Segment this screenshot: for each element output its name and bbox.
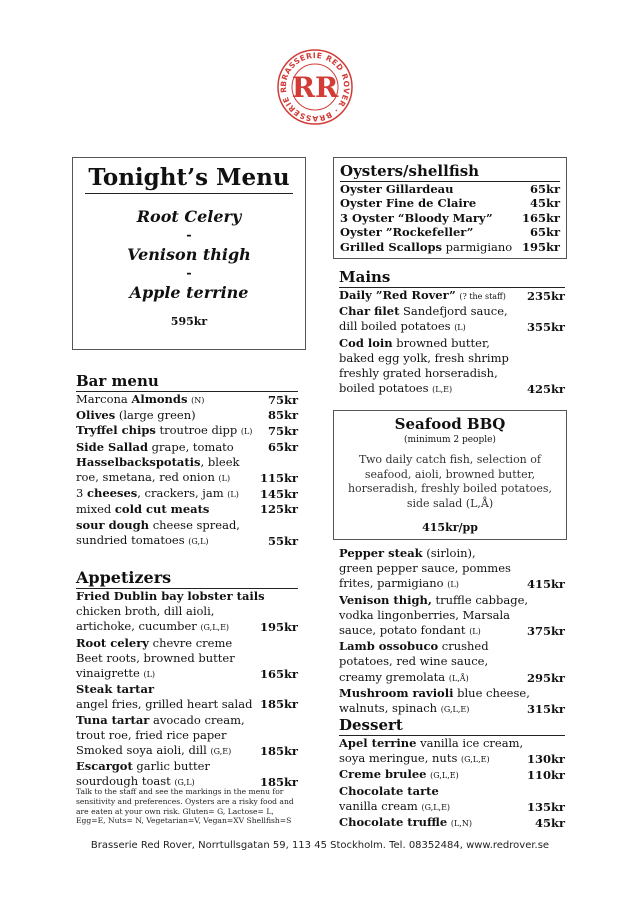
oysters-list <box>340 182 560 254</box>
menu-item-bold: Fried Dublin bay lobster tails <box>76 589 265 603</box>
menu-item-small: (L) <box>218 474 231 484</box>
menu-item-rest: truffle cabbage, <box>431 592 529 607</box>
menu-row <box>76 455 298 470</box>
menu-item-text <box>76 440 264 455</box>
menu-item-price: 75kr <box>267 424 298 439</box>
menu-item-text <box>339 381 523 397</box>
menu-row <box>76 728 298 743</box>
menu-item-bold: Tuna tartar <box>76 712 150 727</box>
menu-item-bold: Mushroom ravioli <box>339 685 454 700</box>
menu-item-bold: cold cut meats <box>114 502 210 517</box>
menu-item-text <box>76 713 298 728</box>
menu-item-bold: Oyster Gillardeau <box>340 182 454 196</box>
menu-item-text <box>76 636 298 651</box>
menu-item-small: (N) <box>191 396 205 405</box>
menu-row <box>340 196 560 210</box>
menu-row <box>339 351 565 366</box>
mains-section <box>339 268 565 397</box>
menu-row <box>339 654 565 669</box>
menu-item-text <box>76 518 298 533</box>
menu-item-bold: Tryffel chips <box>76 423 156 438</box>
menu-row <box>339 366 565 381</box>
menu-item-text <box>76 604 298 619</box>
menu-item-text <box>76 423 264 439</box>
bar-menu-title: Bar menu <box>76 372 298 392</box>
appetizers-section <box>76 569 298 791</box>
tonight-separator-2: - <box>186 266 192 281</box>
menu-item-text <box>76 589 298 604</box>
menu-item-rest: grape, tomato <box>148 439 234 454</box>
menu-item-text <box>339 351 565 366</box>
tonight-course-2: Venison thigh <box>127 245 251 264</box>
svg-text:RR: RR <box>291 71 339 104</box>
menu-item-price: 110kr <box>526 768 565 783</box>
menu-item-text <box>76 759 298 774</box>
menu-item-rest: (large green) <box>115 408 196 423</box>
menu-row <box>76 743 298 759</box>
menu-item-price: 145kr <box>259 487 298 502</box>
menu-item-text <box>339 608 565 623</box>
menu-item-rest: troutroe dipp <box>155 423 241 438</box>
seafood-bbq-price: 415kr/pp <box>422 521 478 534</box>
menu-row <box>339 623 565 639</box>
menu-row <box>339 593 565 608</box>
menu-row <box>76 713 298 728</box>
menu-item-small: (G,L) <box>174 778 195 788</box>
menu-item-bold: Almonds <box>131 392 188 406</box>
menu-item-price: 65kr <box>529 182 560 196</box>
menu-item-price: 185kr <box>259 744 298 759</box>
menu-item-bold: Side Sallad <box>76 439 149 454</box>
menu-item-pre: frites, parmigiano <box>339 576 448 591</box>
menu-item-text <box>76 697 256 712</box>
menu-item-pre: walnuts, spinach <box>339 701 441 716</box>
menu-item-rest: cheese spread, <box>149 517 240 532</box>
menu-item-price: 130kr <box>526 752 565 767</box>
menu-item-bold: Oyster Fine de Claire <box>340 196 477 211</box>
menu-item-price: 185kr <box>259 775 298 790</box>
menu-row <box>339 304 565 319</box>
menu-item-text <box>339 576 523 592</box>
menu-item-text <box>76 651 298 666</box>
menu-item-small: (L) <box>240 427 253 437</box>
menu-item-price: 65kr <box>267 439 298 454</box>
menu-item-small: (G,L,E) <box>430 771 459 781</box>
menu-item-price: 45kr <box>534 816 565 831</box>
menu-item-rest: , bleek <box>200 454 240 469</box>
menu-row <box>339 639 565 654</box>
more-mains-section <box>339 546 565 717</box>
menu-item-pre: creamy gremolata <box>339 669 449 684</box>
menu-item-bold: Pepper steak <box>339 546 423 560</box>
menu-item-pre: Beet roots, browned butter <box>76 650 235 665</box>
menu-item-text <box>339 815 531 831</box>
menu-item-text <box>76 728 298 743</box>
menu-item-price: 45kr <box>529 196 560 211</box>
menu-item-pre: baked egg yolk, fresh shrimp <box>339 350 509 365</box>
mains-list <box>339 288 565 397</box>
menu-item-small: (L,E) <box>432 385 453 395</box>
menu-row <box>339 736 565 751</box>
menu-item-small: (L) <box>143 670 156 680</box>
menu-item-rest: garlic butter <box>132 759 210 774</box>
menu-item-rest: avocado cream, <box>149 712 245 727</box>
menu-item-text <box>340 240 518 254</box>
menu-row <box>339 815 565 831</box>
tonight-course-3: Apple terrine <box>129 283 249 302</box>
menu-item-text <box>339 784 565 799</box>
menu-item-text <box>76 502 256 517</box>
menu-item-text <box>339 639 565 654</box>
menu-row <box>76 408 298 423</box>
menu-row <box>76 470 298 486</box>
mains-title: Mains <box>339 268 565 288</box>
menu-item-small: (L,Å) <box>448 673 469 683</box>
menu-item-pre: boiled potatoes <box>339 381 433 396</box>
menu-item-price: 315kr <box>526 702 565 717</box>
menu-item-pre: green pepper sauce, pommes <box>339 561 511 576</box>
menu-item-bold: Cod loin <box>339 335 393 350</box>
menu-item-text <box>339 336 565 351</box>
menu-item-pre: chicken broth, dill aioli, <box>76 604 215 619</box>
menu-item-price: 135kr <box>526 799 565 814</box>
menu-item-pre: trout roe, fried rice paper <box>76 727 227 742</box>
menu-item-text <box>339 561 565 576</box>
more-mains-list <box>339 546 565 717</box>
menu-item-bold: Grilled Scallops <box>340 239 443 254</box>
menu-item-text <box>76 486 256 502</box>
menu-item-text <box>339 304 565 319</box>
seafood-bbq-box <box>333 410 567 540</box>
menu-item-bold: Escargot <box>76 759 133 774</box>
menu-item-bold: Olives <box>76 408 116 423</box>
menu-item-pre: vanilla cream <box>339 798 422 813</box>
menu-item-text <box>76 408 264 423</box>
menu-item-small: (G,E) <box>210 747 232 757</box>
menu-item-bold: sour dough <box>76 517 150 532</box>
menu-item-rest: browned butter, <box>392 335 490 350</box>
menu-item-bold: 3 Oyster “Bloody Mary” <box>340 210 493 225</box>
tonight-price: 595kr <box>170 315 208 328</box>
menu-row <box>339 561 565 576</box>
menu-row <box>339 767 565 783</box>
menu-row <box>76 636 298 651</box>
menu-item-price: 185kr <box>259 697 298 712</box>
menu-row <box>76 486 298 502</box>
tonight-course-1: Root Celery <box>136 207 242 226</box>
oysters-title: Oysters/shellfish <box>340 162 560 182</box>
menu-row <box>339 546 565 561</box>
menu-row <box>339 701 565 717</box>
menu-item-rest: (sirloin), <box>422 546 476 560</box>
menu-item-price: 415kr <box>526 577 565 592</box>
menu-item-price: 355kr <box>526 320 565 335</box>
menu-item-small: (? the staff) <box>459 292 506 301</box>
svg-text:BRASSERIE RED ROVER · BRASSERI: BRASSERIE RED ROVER · BRASSERIE R <box>278 50 352 124</box>
menu-row <box>76 392 298 408</box>
menu-item-pre: sourdough toast <box>76 774 175 789</box>
menu-item-text <box>76 619 256 635</box>
menu-item-text <box>339 623 523 639</box>
menu-item-price: 195kr <box>521 239 560 254</box>
menu-row <box>339 670 565 686</box>
menu-row <box>76 589 298 604</box>
menu-row <box>339 686 565 701</box>
menu-item-pre: sauce, potato fondant <box>339 623 470 638</box>
menu-item-small: (L) <box>454 323 466 333</box>
menu-item-rest: crushed <box>438 639 489 654</box>
menu-item-text <box>339 654 565 669</box>
menu-item-pre: vodka lingonberries, Marsala <box>339 607 510 622</box>
menu-item-price: 165kr <box>521 210 560 225</box>
brasserie-logo <box>276 48 354 126</box>
menu-item-pre: soya meringue, nuts <box>339 751 462 766</box>
menu-item-rest: vanilla ice cream, <box>416 736 524 750</box>
menu-item-price: 75kr <box>267 393 298 407</box>
menu-item-rest: chevre creme <box>148 635 233 650</box>
bar-menu-section <box>76 372 298 549</box>
menu-item-text <box>339 593 565 608</box>
menu-item-small: (G,L,E) <box>440 705 470 715</box>
menu-item-text <box>340 225 526 239</box>
menu-item-bold: Chocolate tarte <box>339 783 439 798</box>
menu-item-rest: , crackers, jam <box>137 486 228 501</box>
menu-item-pre: freshly grated horseradish, <box>339 366 498 381</box>
menu-item-price: 85kr <box>267 408 298 423</box>
menu-row <box>76 533 298 549</box>
menu-item-pre: Marcona <box>76 392 132 406</box>
menu-item-bold: Apel terrine <box>339 736 417 750</box>
menu-item-pre: sundried tomatoes <box>76 532 189 547</box>
bar-menu-list <box>76 392 298 549</box>
menu-item-small: (G,L,E) <box>421 802 451 812</box>
menu-item-price: 165kr <box>259 667 298 682</box>
menu-row <box>340 240 560 254</box>
menu-row <box>340 225 560 239</box>
menu-row <box>339 319 565 335</box>
menu-item-pre: artichoke, cucumber <box>76 619 201 634</box>
menu-item-price: 55kr <box>267 533 298 548</box>
menu-item-bold: Oyster ”Rockefeller” <box>340 225 474 240</box>
menu-item-bold: Creme brulee <box>339 767 427 782</box>
menu-item-text <box>339 319 523 335</box>
menu-item-pre: dill boiled potatoes <box>339 319 455 334</box>
menu-item-small: (G,L,E) <box>461 755 490 765</box>
menu-row <box>76 759 298 774</box>
menu-row <box>339 751 565 767</box>
menu-item-small: (L,N) <box>450 819 472 829</box>
menu-item-small: (L) <box>469 627 481 637</box>
menu-item-bold: Daily ”Red Rover” <box>339 288 456 302</box>
tonights-menu-title: Tonight’s Menu <box>85 164 293 194</box>
menu-item-small: (L) <box>227 490 239 500</box>
menu-row <box>339 336 565 351</box>
menu-row <box>76 682 298 697</box>
menu-item-bold: Char filet <box>339 304 400 319</box>
dessert-section <box>339 716 565 831</box>
menu-item-pre: roe, smetana, red onion <box>76 470 219 485</box>
menu-item-price: 65kr <box>529 225 560 240</box>
tonight-separator-1: - <box>186 228 192 243</box>
seafood-bbq-title: Seafood BBQ <box>394 415 506 433</box>
oysters-box <box>333 157 567 259</box>
menu-row <box>76 666 298 682</box>
menu-item-small: (L) <box>447 580 459 590</box>
menu-item-price: 125kr <box>259 502 298 517</box>
menu-item-text <box>76 455 298 470</box>
menu-item-text <box>339 546 565 561</box>
menu-row <box>76 423 298 439</box>
menu-row <box>340 182 560 196</box>
menu-row <box>339 784 565 799</box>
menu-item-text <box>340 211 518 225</box>
menu-item-text <box>76 682 298 697</box>
menu-item-pre: angel fries, grilled heart salad <box>76 697 253 712</box>
seafood-bbq-description: Two daily catch fish, selection of seafood, aioli, browned butter, horseradish, freshly boiled potatoes, side salad (L,Å) <box>347 453 553 510</box>
dessert-title: Dessert <box>339 716 565 736</box>
tonights-menu-box <box>72 157 306 350</box>
menu-item-bold: Lamb ossobuco <box>339 639 439 654</box>
menu-item-bold: Root celery <box>76 635 149 650</box>
menu-item-text <box>340 182 526 196</box>
menu-row <box>76 651 298 666</box>
menu-item-pre: Smoked soya aioli, dill <box>76 743 211 758</box>
menu-item-small: (G,L) <box>188 536 209 546</box>
menu-item-pre: potatoes, red wine sauce, <box>339 654 489 669</box>
menu-row <box>339 576 565 592</box>
menu-item-text <box>339 686 565 701</box>
menu-item-price: 195kr <box>259 620 298 635</box>
menu-item-rest: Sandefjord sauce, <box>399 304 508 319</box>
menu-item-pre: 3 <box>76 486 87 501</box>
menu-item-price: 375kr <box>526 624 565 639</box>
menu-item-price: 235kr <box>526 289 565 303</box>
menu-item-text <box>339 751 523 767</box>
menu-item-price: 295kr <box>526 670 565 685</box>
dessert-list <box>339 736 565 831</box>
allergen-note: Talk to the staff and see the markings in the menu for sensitivity and preferences. Oysters are a risky food and are eaten at your own risk. Gluten= G, Lactose= L, Egg=E, Nuts= N, Vegetarian=V, Vegan=XV Shellfish=S <box>76 787 294 826</box>
menu-item-bold: Hasselbackspotatis <box>76 454 201 469</box>
menu-item-text <box>76 533 264 549</box>
appetizers-list <box>76 589 298 791</box>
menu-item-rest: parmigiano <box>442 239 513 254</box>
menu-item-rest: blue cheese, <box>453 685 530 700</box>
menu-item-price: 425kr <box>526 382 565 397</box>
menu-item-bold: Steak tartar <box>76 682 155 697</box>
menu-row <box>340 211 560 225</box>
appetizers-title: Appetizers <box>76 569 298 589</box>
menu-item-text <box>339 736 565 751</box>
menu-item-text <box>76 666 256 682</box>
seafood-bbq-minimum: (minimum 2 people) <box>404 435 496 445</box>
menu-item-small: (G,L,E) <box>200 623 230 633</box>
menu-row <box>76 518 298 533</box>
menu-item-bold: Chocolate truffle <box>339 815 448 830</box>
menu-item-text <box>339 799 523 815</box>
menu-row <box>339 288 565 304</box>
menu-row <box>76 604 298 619</box>
footer-address: Brasserie Red Rover, Norrtullsgatan 59, 113 45 Stockholm. Tel. 08352484, www.redrover.se <box>90 840 550 851</box>
menu-row <box>76 502 298 517</box>
menu-item-text <box>76 743 256 759</box>
menu-item-bold: Venison thigh, <box>339 592 432 607</box>
menu-item-text <box>340 196 526 210</box>
menu-item-pre: mixed <box>76 502 115 517</box>
menu-row <box>339 381 565 397</box>
menu-row <box>76 440 298 455</box>
menu-item-bold: cheeses <box>86 486 138 501</box>
menu-row <box>76 619 298 635</box>
menu-row <box>339 799 565 815</box>
menu-item-text <box>339 767 523 783</box>
menu-row <box>339 608 565 623</box>
menu-item-text <box>339 366 565 381</box>
menu-item-text <box>339 670 523 686</box>
menu-item-text <box>339 701 523 717</box>
menu-item-text <box>76 470 256 486</box>
menu-item-text <box>76 392 264 408</box>
menu-item-price: 115kr <box>259 471 298 486</box>
menu-item-pre: vinaigrette <box>76 666 144 681</box>
menu-row <box>76 697 298 712</box>
menu-item-text <box>339 288 523 304</box>
